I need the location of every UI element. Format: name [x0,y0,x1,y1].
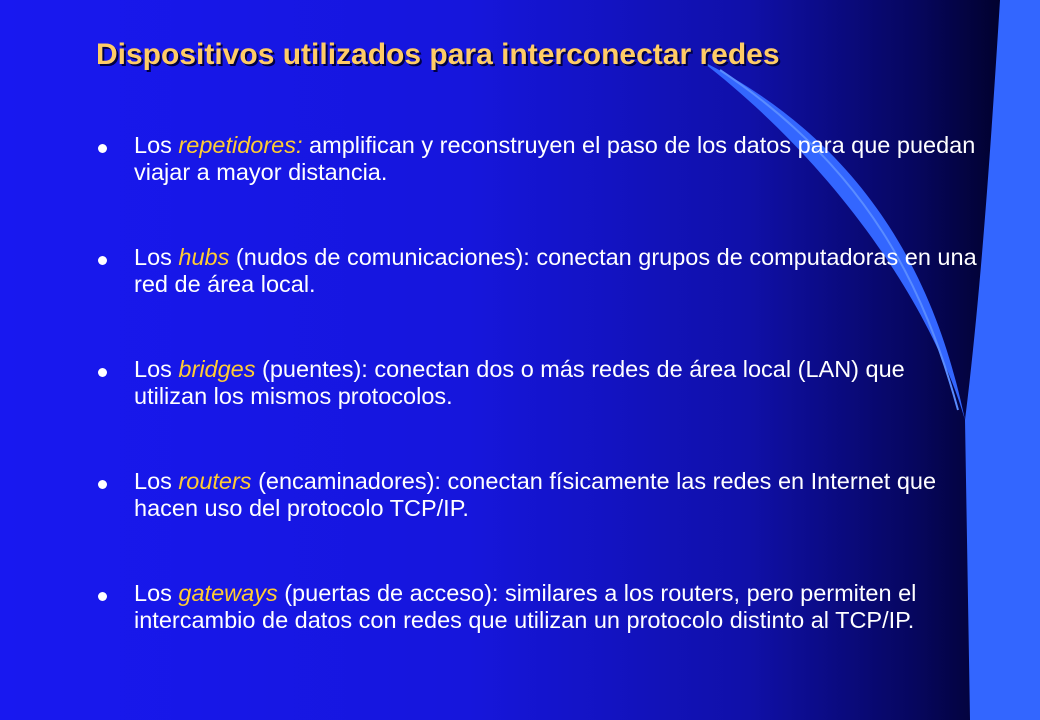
bullet-term: routers [178,468,252,494]
bullet-rest: (puertas de acceso): similares a los routers, pero permiten el intercambio de datos con redes que utilizan un protocolo distinto al TCP/IP. [134,580,917,633]
bullet-repetidores [98,132,978,186]
bullet-prefix: Los [134,244,179,270]
bullet-list [98,132,978,692]
bullet-prefix: Los [134,132,179,158]
bullet-term: repetidores: [178,132,303,158]
slide-title: Dispositivos utilizados para interconectar redes [96,38,780,71]
bullet-text [134,468,978,522]
bullet-text [134,580,978,634]
bullet-prefix: Los [134,580,179,606]
bullet-rest: (encaminadores): conectan físicamente las redes en Internet que hacen uso del protocolo TCP/IP. [134,468,937,521]
bullet-text [134,356,978,410]
bullet-hubs [98,244,978,298]
bullet-prefix: Los [134,356,179,382]
bullet-term: hubs [178,244,230,270]
bullet-dot-icon [98,480,107,489]
bullet-rest: (nudos de comunicaciones): conectan grupos de computadoras en una red de área local. [134,244,977,297]
bullet-bridges [98,356,978,410]
bullet-dot-icon [98,368,107,377]
bullet-dot-icon [98,256,107,265]
bullet-term: bridges [178,356,256,382]
bullet-gateways [98,580,978,634]
bullet-text [134,132,978,186]
bullet-dot-icon [98,592,107,601]
bullet-text [134,244,978,298]
bullet-prefix: Los [134,468,179,494]
bullet-rest: amplifican y reconstruyen el paso de los datos para que puedan viajar a mayor distancia. [134,132,976,185]
bullet-term: gateways [178,580,278,606]
bullet-dot-icon [98,144,107,153]
bullet-routers [98,468,978,522]
bullet-rest: (puentes): conectan dos o más redes de área local (LAN) que utilizan los mismos protocolos. [134,356,905,409]
